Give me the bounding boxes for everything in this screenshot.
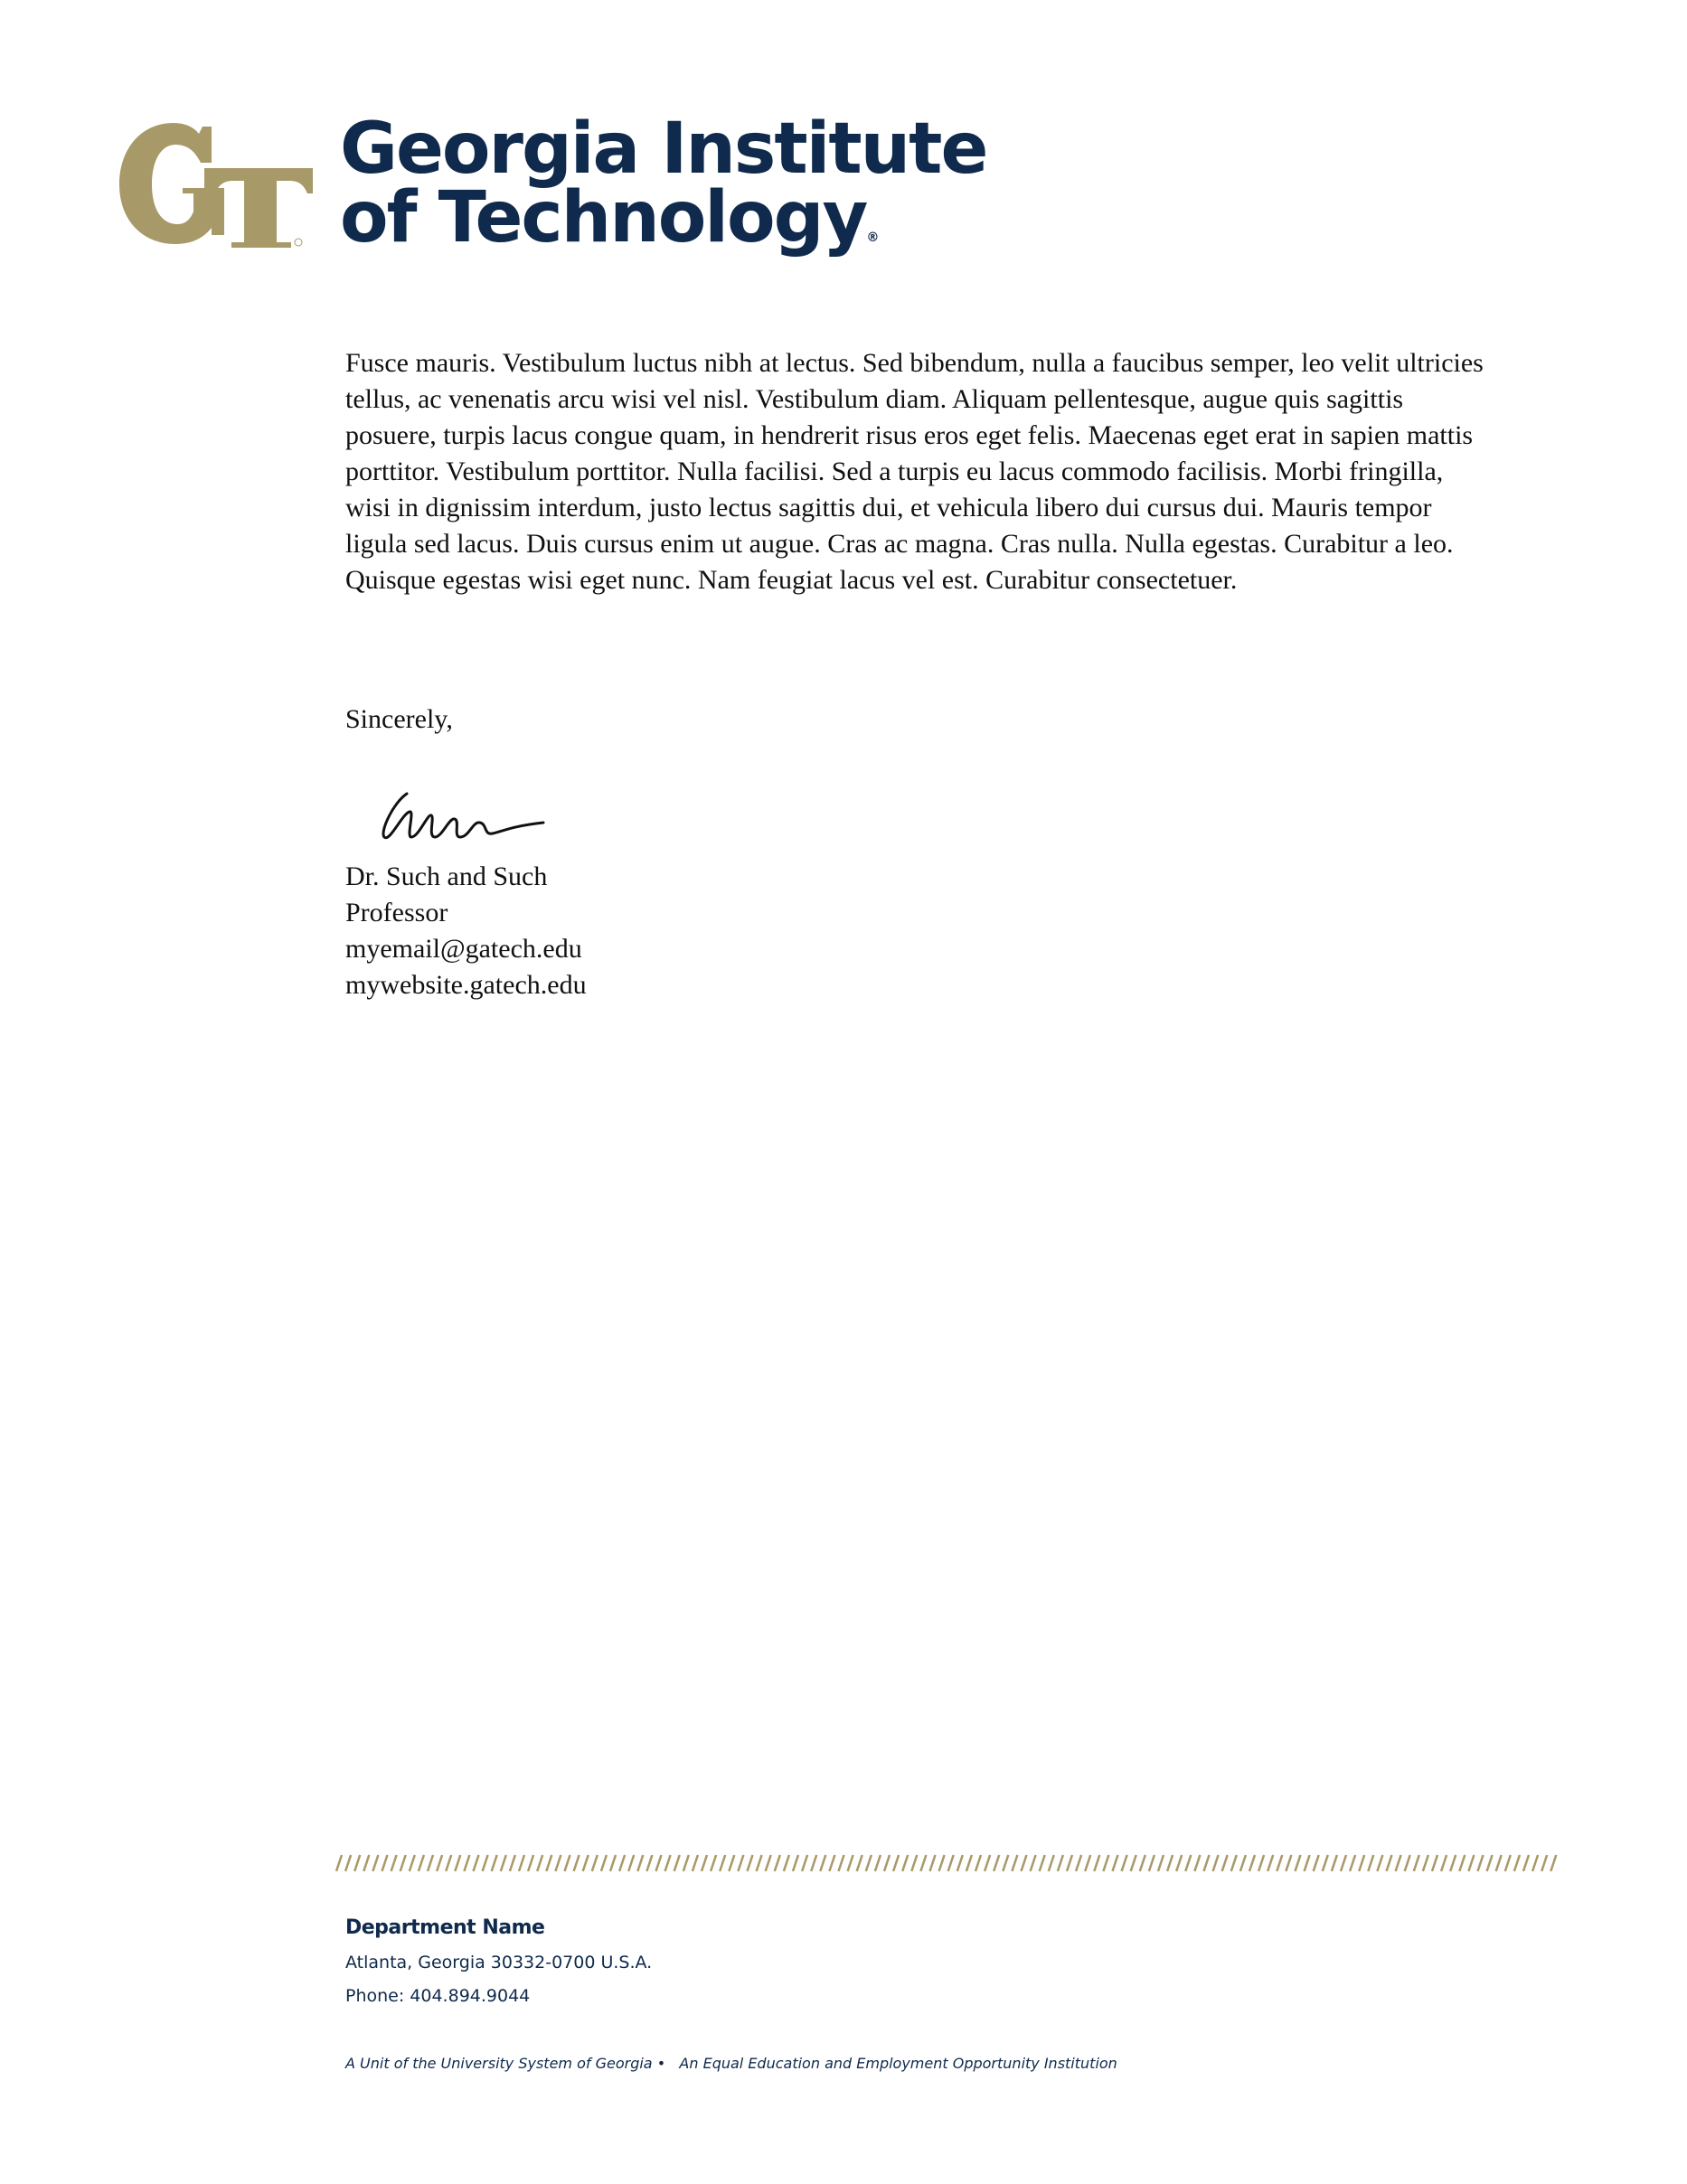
stripe-mark (583, 1855, 589, 1871)
stripe-mark (848, 1855, 853, 1871)
stripe-mark (738, 1855, 743, 1871)
stripe-mark (902, 1855, 908, 1871)
stripe-mark (1094, 1855, 1099, 1871)
stripe-mark (1258, 1855, 1264, 1871)
stripe-mark (565, 1855, 570, 1871)
stripe-mark (857, 1855, 862, 1871)
stripe-mark (829, 1855, 834, 1871)
stripe-mark (646, 1855, 652, 1871)
stripe-mark (866, 1855, 872, 1871)
signer-website: mywebsite.gatech.edu (345, 970, 587, 1000)
stripe-mark (1523, 1855, 1529, 1871)
stripe-mark (683, 1855, 689, 1871)
stripe-mark (875, 1855, 881, 1871)
department-address: Atlanta, Georgia 30332-0700 U.S.A. (345, 1953, 653, 1972)
stripe-mark (1268, 1855, 1273, 1871)
stripe-mark (1113, 1855, 1118, 1871)
stripe-mark (665, 1855, 671, 1871)
stripe-mark (1194, 1855, 1200, 1871)
stripe-mark (474, 1855, 479, 1871)
stripe-mark (619, 1855, 625, 1871)
tagline-part-2: An Equal Education and Employment Opportunity Institution (679, 2055, 1117, 2072)
stripe-mark (893, 1855, 899, 1871)
stripe-mark (1012, 1855, 1017, 1871)
stripe-mark (1158, 1855, 1164, 1871)
gt-logo-mark (118, 121, 320, 248)
stripe-mark (1240, 1855, 1246, 1871)
stripe-mark (610, 1855, 616, 1871)
stripe-mark (1332, 1855, 1337, 1871)
stripe-mark (820, 1855, 825, 1871)
stripe-mark (437, 1855, 442, 1871)
stripe-mark (1405, 1855, 1410, 1871)
stripe-mark (920, 1855, 926, 1871)
stripe-mark (363, 1855, 369, 1871)
wordmark-line-2-text: of Technology (340, 177, 867, 259)
stripe-mark (1396, 1855, 1401, 1871)
stripe-mark (939, 1855, 945, 1871)
stripe-mark (1176, 1855, 1182, 1871)
stripe-mark (546, 1855, 551, 1871)
stripe-mark (1423, 1855, 1428, 1871)
stripe-mark (510, 1855, 515, 1871)
letter-closing: Sincerely, (345, 704, 453, 734)
stripe-mark (966, 1855, 972, 1871)
stripe-mark (1341, 1855, 1346, 1871)
stripe-mark (537, 1855, 542, 1871)
stripe-mark (1204, 1855, 1210, 1871)
stripe-mark (1286, 1855, 1291, 1871)
stripe-mark (372, 1855, 378, 1871)
stripe-mark (345, 1855, 351, 1871)
stripe-mark (464, 1855, 469, 1871)
stripe-mark (748, 1855, 753, 1871)
stripe-mark (1122, 1855, 1127, 1871)
stripe-mark (1468, 1855, 1474, 1871)
stripe-mark (1541, 1855, 1547, 1871)
stripe-mark (428, 1855, 433, 1871)
stripe-mark (637, 1855, 643, 1871)
stripe-mark (1213, 1855, 1219, 1871)
stripe-mark (1514, 1855, 1520, 1871)
stripe-mark (757, 1855, 762, 1871)
signature-block (345, 859, 587, 1003)
stripe-mark (702, 1855, 707, 1871)
stripe-mark (419, 1855, 424, 1871)
stripe-mark (1359, 1855, 1364, 1871)
stripe-mark (1058, 1855, 1063, 1871)
stripe-mark (802, 1855, 807, 1871)
stripe-mark (720, 1855, 725, 1871)
stripe-mark (446, 1855, 451, 1871)
department-name: Department Name (345, 1916, 545, 1939)
footer-tagline (345, 2055, 1117, 2072)
department-phone: Phone: 404.894.9044 (345, 1986, 531, 2006)
stripe-mark (1414, 1855, 1419, 1871)
stripe-mark (784, 1855, 789, 1871)
stripe-mark (957, 1855, 963, 1871)
stripe-mark (693, 1855, 698, 1871)
stripe-mark (336, 1855, 342, 1871)
stripe-mark (601, 1855, 607, 1871)
stripe-mark (1305, 1855, 1310, 1871)
stripe-mark (1432, 1855, 1437, 1871)
stripe-mark (354, 1855, 360, 1871)
stripe-mark (1149, 1855, 1155, 1871)
wordmark-line-2 (340, 177, 880, 259)
stripe-mark (711, 1855, 716, 1871)
stripe-mark (656, 1855, 662, 1871)
stripe-mark (492, 1855, 497, 1871)
stripe-mark (1550, 1855, 1556, 1871)
stripe-mark (1185, 1855, 1191, 1871)
stripe-mark (1296, 1855, 1301, 1871)
stripe-mark (775, 1855, 780, 1871)
signature-image (375, 786, 556, 850)
stripe-mark (1505, 1855, 1511, 1871)
stripe-mark (391, 1855, 397, 1871)
stripe-mark (1277, 1855, 1282, 1871)
stripe-mark (1441, 1855, 1447, 1871)
stripe-mark (994, 1855, 999, 1871)
stripe-mark (985, 1855, 990, 1871)
stripe-mark (519, 1855, 524, 1871)
stripe-mark (455, 1855, 460, 1871)
stripe-mark (1532, 1855, 1538, 1871)
stripe-mark (1067, 1855, 1072, 1871)
stripe-mark (930, 1855, 936, 1871)
stripe-mark (1249, 1855, 1255, 1871)
stripe-mark (975, 1855, 981, 1871)
stripe-mark (1040, 1855, 1045, 1871)
signer-title: Professor (345, 898, 448, 927)
stripe-mark (382, 1855, 388, 1871)
stripe-mark (628, 1855, 634, 1871)
stripe-mark (1022, 1855, 1027, 1871)
stripe-mark (410, 1855, 415, 1871)
tagline-separator: • (656, 2055, 666, 2072)
stripe-mark (1103, 1855, 1108, 1871)
stripe-mark (1085, 1855, 1090, 1871)
stripe-mark (1049, 1855, 1054, 1871)
stripe-mark (1368, 1855, 1373, 1871)
stripe-mark (501, 1855, 506, 1871)
footer-stripe-divider (335, 1853, 1558, 1873)
stripe-mark (1478, 1855, 1484, 1871)
stripe-mark (729, 1855, 734, 1871)
stripe-mark (1450, 1855, 1456, 1871)
stripe-mark (1487, 1855, 1493, 1871)
stripe-mark (1377, 1855, 1382, 1871)
tagline-part-1: A Unit of the University System of Georgia (345, 2055, 653, 2072)
stripe-mark (555, 1855, 561, 1871)
stripe-mark (811, 1855, 816, 1871)
stripe-mark (483, 1855, 488, 1871)
stripe-mark (574, 1855, 580, 1871)
signer-name: Dr. Such and Such (345, 861, 548, 891)
stripe-mark (884, 1855, 890, 1871)
stripe-mark (1140, 1855, 1145, 1871)
stripe-mark (1350, 1855, 1355, 1871)
stripe-mark (1131, 1855, 1136, 1871)
stripe-mark (1231, 1855, 1237, 1871)
stripe-mark (1323, 1855, 1328, 1871)
stripe-mark (1387, 1855, 1392, 1871)
stripe-mark (1314, 1855, 1319, 1871)
stripe-mark (1459, 1855, 1465, 1871)
stripe-mark (1031, 1855, 1036, 1871)
stripe-mark (948, 1855, 954, 1871)
stripe-mark (839, 1855, 844, 1871)
stripe-mark (592, 1855, 598, 1871)
stripe-mark (1496, 1855, 1502, 1871)
stripe-mark (528, 1855, 533, 1871)
stripe-mark (1222, 1855, 1228, 1871)
stripe-mark (1003, 1855, 1008, 1871)
letter-body: Fusce mauris. Vestibulum luctus nibh at lectus. Sed bibendum, nulla a faucibus semper, leo velit ultricies tellus, ac venenatis arcu wisi vel nisl. Vestibulum diam. Aliquam pellentesque, augue quis sagittis posuere, turpis lacus congue quam, in hendrerit risus eros eget felis. Maecenas eget erat in sapien mattis porttitor. Vestibulum porttitor. Nulla facilisi. Sed a turpis eu lacus commodo facilisis. Morbi fringilla, wisi in dignissim interdum, justo lectus sagittis dui, et vehicula libero dui cursus dui. Mauris tempor ligula sed lacus. Duis cursus enim ut augue. Cras ac magna. Cras nulla. Nulla egestas. Curabitur a leo. Quisque egestas wisi eget nunc. Nam feugiat lacus vel est. Curabitur consectetuer. (345, 348, 1484, 595)
stripe-mark (674, 1855, 680, 1871)
registered-mark: ® (866, 231, 880, 245)
signer-email: myemail@gatech.edu (345, 934, 582, 964)
stripe-mark (766, 1855, 771, 1871)
stripe-mark (911, 1855, 917, 1871)
wordmark-line-1: Georgia Institute (340, 108, 987, 190)
stripe-mark (1167, 1855, 1173, 1871)
stripe-mark (1076, 1855, 1081, 1871)
stripe-mark (793, 1855, 798, 1871)
stripe-mark (401, 1855, 406, 1871)
